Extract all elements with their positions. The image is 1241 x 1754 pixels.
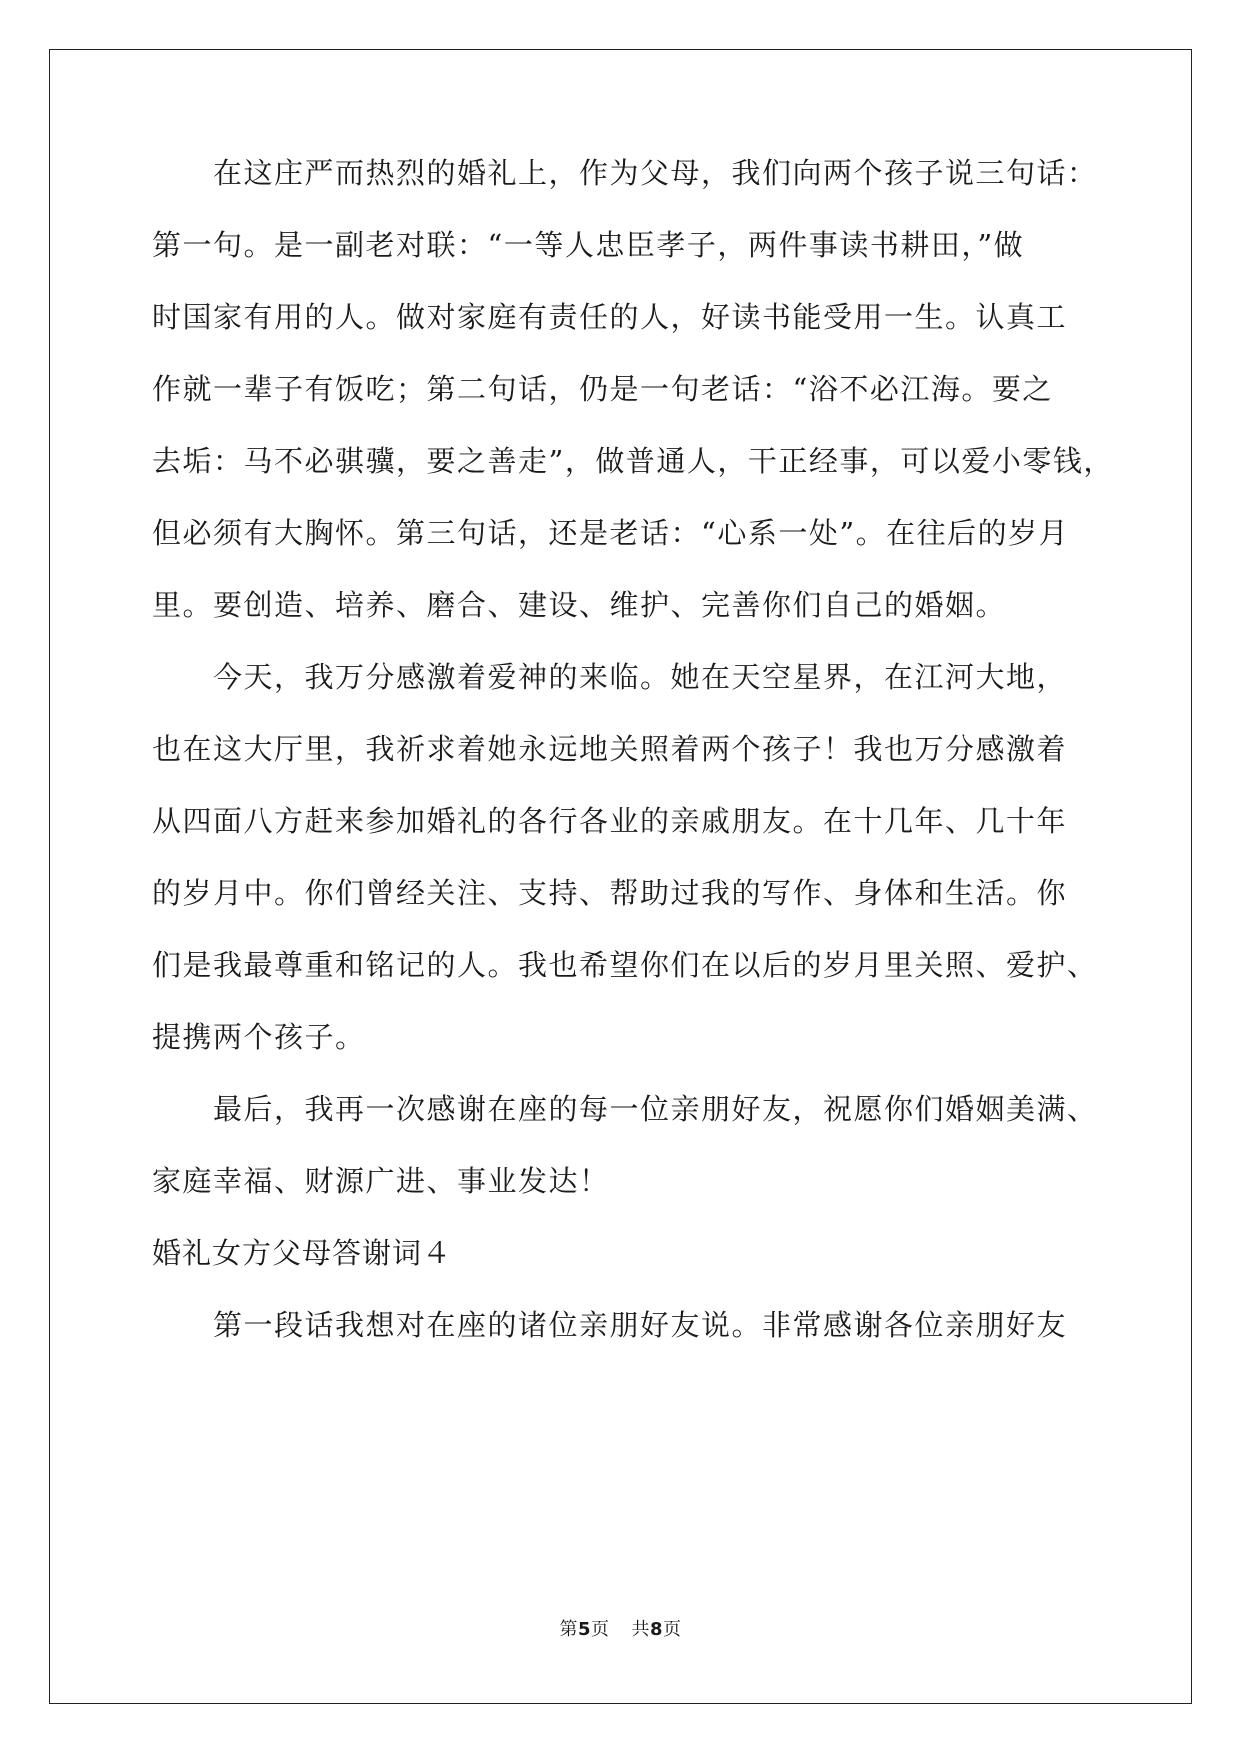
paragraph-line: 作就一辈子有饭吃；第二句话，仍是一句老话：“浴不必江海。要之 <box>152 372 1053 406</box>
paragraph-line: 家庭幸福、财源广进、事业发达！ <box>152 1164 610 1198</box>
footer-total-prefix: 共 <box>631 1619 650 1640</box>
paragraph-line: 提携两个孩子。 <box>152 1020 366 1054</box>
total-page-count: 8 <box>650 1619 664 1640</box>
paragraph-line: 第一段话我想对在座的诸位亲朋好友说。非常感谢各位亲朋好友 <box>152 1308 1068 1342</box>
paragraph-line: 在这庄严而热烈的婚礼上，作为父母，我们向两个孩子说三句话： <box>152 156 1098 190</box>
paragraph-line: 里。要创造、培养、磨合、建设、维护、完善你们自己的婚姻。 <box>152 588 1007 622</box>
paragraph-line: 第一句。是一副老对联：“一等人忠臣孝子，两件事读书耕田，”做 <box>152 228 1025 262</box>
paragraph-line: 的岁月中。你们曾经关注、支持、帮助过我的写作、身体和生活。你 <box>152 876 1068 910</box>
paragraph-line: 时国家有用的人。做对家庭有责任的人，好读书能受用一生。认真工 <box>152 300 1068 334</box>
paragraph-line: 最后，我再一次感谢在座的每一位亲朋好友，祝愿你们婚姻美满、 <box>152 1092 1098 1126</box>
current-page-number: 5 <box>577 1619 591 1640</box>
footer-page-word: 页 <box>591 1619 610 1640</box>
paragraph-line: 但必须有大胸怀。第三句话，还是老话：“心系一处”。在往后的岁月 <box>152 516 1070 550</box>
footer-prefix: 第 <box>559 1619 578 1640</box>
paragraph-line: 去垢：马不必骐骥，要之善走”，做普通人，干正经事，可以爱小零钱， <box>152 444 1114 478</box>
paragraph-line: 也在这大厅里，我祈求着她永远地关照着两个孩子！我也万分感激着 <box>152 732 1068 766</box>
paragraph-line: 今天，我万分感激着爱神的来临。她在天空星界，在江河大地， <box>152 660 1068 694</box>
footer-suffix: 页 <box>663 1619 682 1640</box>
section-heading: 婚礼女方父母答谢词４ <box>152 1236 453 1270</box>
paragraph-line: 从四面八方赶来参加婚礼的各行各业的亲戚朋友。在十几年、几十年 <box>152 804 1068 838</box>
page-footer <box>0 1618 1241 1642</box>
paragraph-line: 们是我最尊重和铭记的人。我也希望你们在以后的岁月里关照、爱护、 <box>152 948 1098 982</box>
